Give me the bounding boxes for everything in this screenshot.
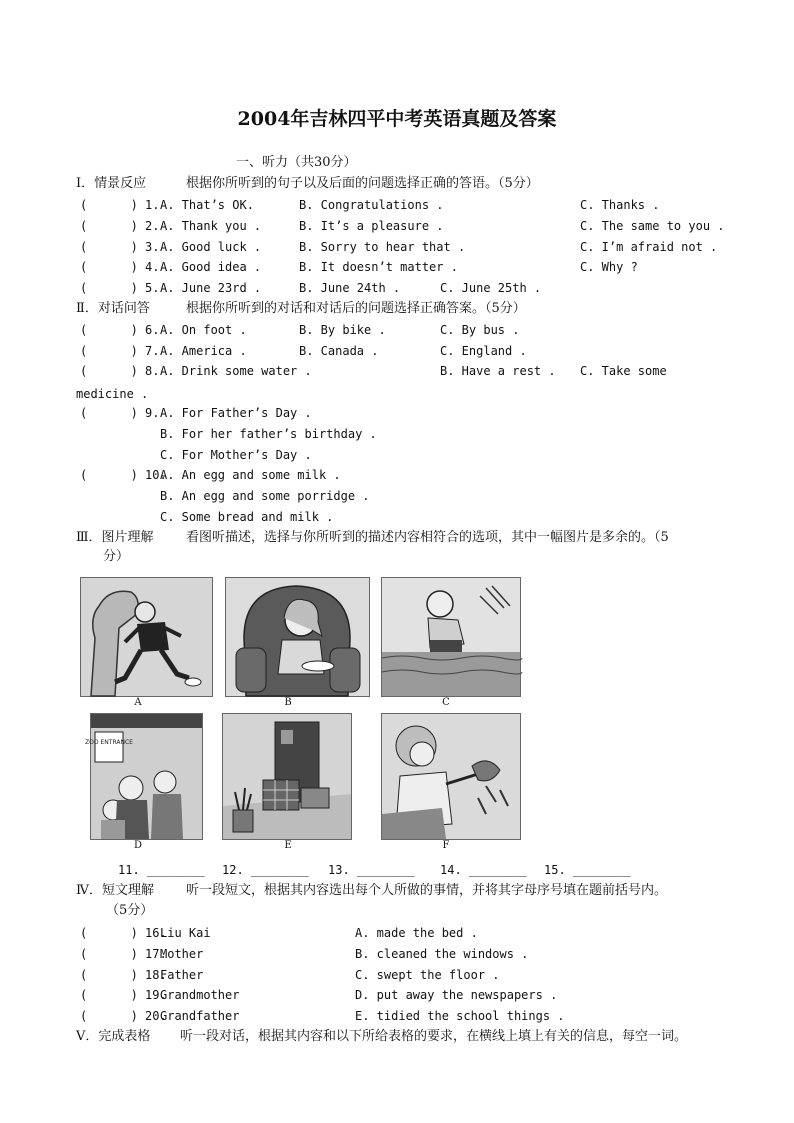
- sec3-instruction: 看图听描述，选择与你所听到的描述内容相符合的选项，其中一幅图片是多余的。（5: [186, 530, 669, 545]
- picture-d: [85, 713, 203, 840]
- zoo-sign-text: ZOO ENTRANCE: [85, 739, 133, 746]
- option-b: B. It doesn’t matter .: [299, 260, 458, 274]
- question-number: ( ) 4.: [80, 260, 160, 274]
- person-name: Mother: [160, 947, 204, 961]
- person-name: Grandmother: [160, 988, 240, 1002]
- answer-blank-14[interactable]: 14. ________: [440, 863, 527, 877]
- part1-heading: 一、听力（共30分）: [236, 155, 357, 170]
- question-number: ( ) 5.: [80, 281, 160, 295]
- option-a: A. An egg and some milk .: [160, 468, 341, 482]
- option-c: C. June 25th .: [440, 281, 542, 295]
- sec4-heading: Ⅳ．短文理解: [76, 883, 154, 898]
- sec5-heading: V．完成表格: [76, 1029, 151, 1044]
- picture-label-a: A: [134, 697, 142, 708]
- page-title: 2004年吉林四平中考英语真题及答案: [237, 108, 557, 130]
- sec4-points: （5分）: [106, 903, 154, 918]
- option-b: B. June 24th .: [299, 281, 401, 295]
- option-a: A. For Father’s Day .: [160, 406, 312, 420]
- answer-blank-15[interactable]: 15. ________: [544, 863, 631, 877]
- picture-c: [381, 577, 521, 697]
- sec3-instruction-continuation: 分）: [103, 549, 130, 564]
- option-b: B. An egg and some porridge .: [160, 489, 370, 503]
- sec1-instruction: 根据你所听到的句子以及后面的问题选择正确的答语。（5分）: [186, 176, 539, 191]
- sec2-heading: Ⅱ．对话问答: [76, 301, 150, 316]
- question-number: ( ) 10.: [80, 468, 167, 482]
- option-b: B. Sorry to hear that .: [299, 240, 466, 254]
- option-c-continuation: medicine .: [76, 387, 149, 401]
- answer-blank-13[interactable]: 13. ________: [328, 863, 415, 877]
- option-a: A. Thank you .: [160, 219, 262, 233]
- sec2-instruction: 根据你所听到的对话和对话后的问题选择正确答案。（5分）: [186, 301, 526, 316]
- question-number: ( ) 17.: [80, 947, 167, 961]
- option-c: C. England .: [440, 344, 527, 358]
- question-number: ( ) 20.: [80, 1009, 167, 1023]
- option-c: C. Thanks .: [580, 198, 660, 212]
- sec3-heading: Ⅲ．图片理解: [76, 530, 154, 545]
- option-b: B. Have a rest .: [440, 364, 556, 378]
- task-option: C. swept the floor .: [355, 968, 500, 982]
- task-option: D. put away the newspapers .: [355, 988, 558, 1002]
- picture-b: [225, 577, 370, 697]
- sec4-instruction: 听一段短文，根据其内容选出每个人所做的事情，并将其字母序号填在题前括号内。: [186, 883, 668, 898]
- question-number: ( ) 9.: [80, 406, 160, 420]
- option-a: A. June 23rd .: [160, 281, 262, 295]
- question-number: ( ) 19.: [80, 988, 167, 1002]
- option-c: C. Some bread and milk .: [160, 510, 334, 524]
- picture-label-d: D: [133, 840, 143, 851]
- question-number: ( ) 7.: [80, 344, 160, 358]
- option-b: B. It’s a pleasure .: [299, 219, 444, 233]
- option-a: A. Drink some water .: [160, 364, 312, 378]
- option-b: B. Congratulations .: [299, 198, 444, 212]
- sec5-instruction: 听一段对话，根据其内容和以下所给表格的要求，在横线上填上有关的信息，每空一词。: [180, 1029, 688, 1044]
- person-name: Liu Kai: [160, 926, 211, 940]
- person-name: Grandfather: [160, 1009, 240, 1023]
- task-option: B. cleaned the windows .: [355, 947, 529, 961]
- picture-label-c: C: [442, 697, 450, 708]
- answer-blank-12[interactable]: 12. ________: [222, 863, 309, 877]
- picture-label-f: F: [442, 840, 450, 851]
- question-number: ( ) 2.: [80, 219, 160, 233]
- option-a: A. Good idea .: [160, 260, 262, 274]
- picture-label-b: B: [284, 697, 292, 708]
- option-b: B. Canada .: [299, 344, 379, 358]
- question-number: ( ) 8.: [80, 364, 160, 378]
- person-name: Father: [160, 968, 204, 982]
- option-a: A. America .: [160, 344, 247, 358]
- option-c: C. Why ?: [580, 260, 638, 274]
- picture-a: [80, 577, 213, 697]
- option-a: A. That’s OK.: [160, 198, 254, 212]
- option-b: B. By bike .: [299, 323, 386, 337]
- option-c: C. I’m afraid not .: [580, 240, 718, 254]
- answer-blank-11[interactable]: 11. ________: [118, 863, 205, 877]
- picture-f: [381, 713, 521, 840]
- picture-label-e: E: [284, 840, 292, 851]
- option-c: C. The same to you .: [580, 219, 725, 233]
- question-number: ( ) 16.: [80, 926, 167, 940]
- option-a: A. Good luck .: [160, 240, 262, 254]
- question-number: ( ) 6.: [80, 323, 160, 337]
- question-number: ( ) 3.: [80, 240, 160, 254]
- task-option: E. tidied the school things .: [355, 1009, 565, 1023]
- task-option: A. made the bed .: [355, 926, 478, 940]
- option-b: B. For her father’s birthday .: [160, 427, 377, 441]
- sec1-heading: Ⅰ．情景反应: [76, 176, 147, 191]
- question-number: ( ) 1.: [80, 198, 160, 212]
- question-number: ( ) 18.: [80, 968, 167, 982]
- option-c: C. Take some: [580, 364, 667, 378]
- picture-e: [222, 713, 352, 840]
- option-c: C. By bus .: [440, 323, 520, 337]
- option-c: C. For Mother’s Day .: [160, 448, 312, 462]
- option-a: A. On foot .: [160, 323, 247, 337]
